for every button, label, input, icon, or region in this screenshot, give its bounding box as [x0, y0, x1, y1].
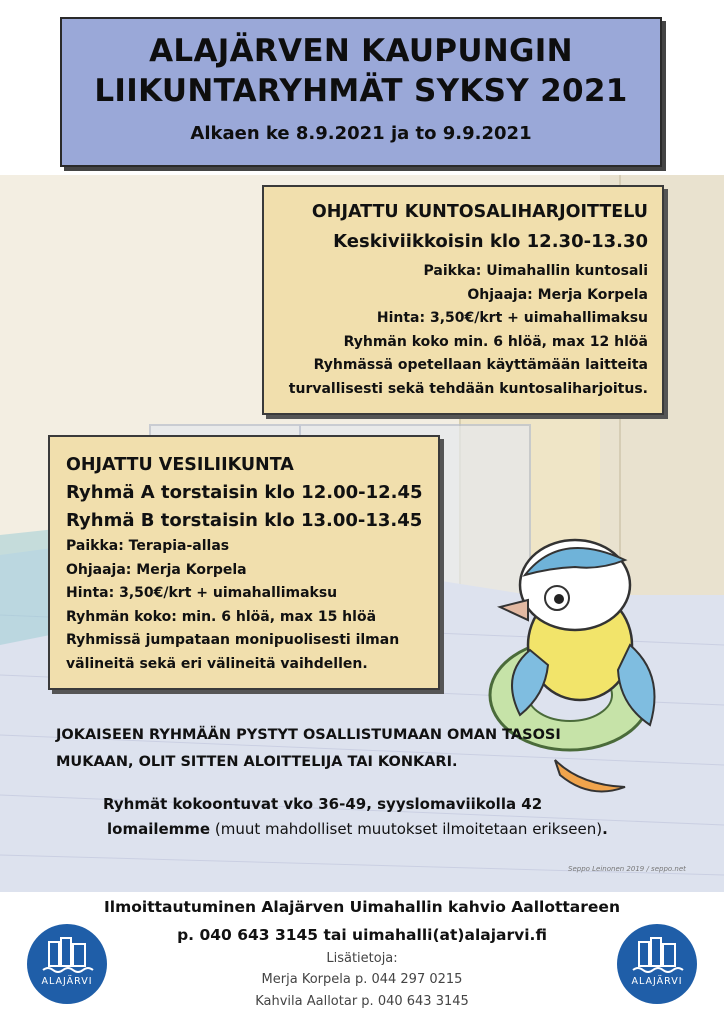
gym-description-1: Ryhmässä opetellaan käyttämään laitteita — [313, 357, 648, 373]
title-line-2: LIIKUNTARYHMÄT SYKSY 2021 — [94, 73, 628, 109]
water-group-a: Ryhmä A torstaisin klo 12.00-12.45 — [66, 482, 423, 503]
gym-description-2: turvallisesti sekä tehdään kuntosaliharjoitus. — [288, 380, 648, 397]
water-instructor: Ohjaaja: Merja Korpela — [66, 561, 247, 578]
alajarvi-logo-right — [617, 924, 697, 1004]
note-line-2: MUKAAN, OLIT SITTEN ALOITTELIJA TAI KONKARI. — [56, 754, 458, 770]
alajarvi-logo-left — [27, 924, 107, 1004]
weeks-line-2 — [103, 817, 703, 842]
start-dates: Alkaen ke 8.9.2021 ja to 9.9.2021 — [190, 123, 532, 144]
water-price: Hinta: 3,50€/krt + uimahallimaksu — [66, 585, 338, 601]
participation-note — [56, 722, 676, 776]
weeks-period: . — [602, 820, 608, 838]
water-group-size: Ryhmän koko: min. 6 hlöä, max 15 hlöä — [66, 608, 377, 625]
note-line-1: JOKAISEEN RYHMÄÄN PYSTYT OSALLISTUMAAN OMAN TASOSI — [56, 727, 561, 743]
weeks-holiday: lomailemme — [107, 820, 211, 838]
contact-merja: Merja Korpela p. 044 297 0215 — [261, 972, 463, 987]
city-crest-icon — [27, 924, 107, 1004]
gym-instructor: Ohjaaja: Merja Korpela — [467, 286, 648, 303]
water-group-b: Ryhmä B torstaisin klo 13.00-13.45 — [66, 510, 423, 531]
gym-price: Hinta: 3,50€/krt + uimahallimaksu — [376, 310, 648, 326]
meeting-weeks — [103, 792, 703, 842]
water-description-1: Ryhmissä jumpataan monipuolisesti ilman — [66, 632, 400, 648]
water-group-box — [48, 435, 440, 690]
city-crest-icon — [617, 924, 697, 1004]
page-title — [62, 31, 660, 111]
gym-group-box — [262, 185, 664, 415]
more-info-label: Lisätietoja: — [326, 951, 398, 966]
logo-text-right: ALAJÄRVI — [631, 976, 683, 987]
gym-place: Paikka: Uimahallin kuntosali — [423, 263, 648, 279]
gym-schedule: Keskiviikkoisin klo 12.30-13.30 — [333, 231, 648, 252]
water-heading: OHJATTU VESILIIKUNTA — [66, 455, 294, 475]
contact-info: p. 040 643 3145 tai uimahalli(at)alajarvi.fi — [177, 926, 547, 944]
gym-group-size: Ryhmän koko min. 6 hlöä, max 12 hlöä — [343, 333, 648, 350]
weeks-line-1: Ryhmät kokoontuvat vko 36-49, syyslomaviikolla 42 — [103, 795, 543, 813]
water-place: Paikka: Terapia-allas — [66, 538, 230, 554]
weeks-changes: (muut mahdolliset muutokset ilmoitetaan erikseen) — [210, 820, 603, 838]
title-banner — [60, 17, 662, 167]
contact-cafe: Kahvila Aallotar p. 040 643 3145 — [255, 994, 469, 1009]
gym-heading: OHJATTU KUNTOSALIHARJOITTELU — [311, 202, 648, 222]
water-description-2: välineitä sekä eri välineitä vaihdellen. — [66, 655, 368, 672]
illustrator-signature: Seppo Leinonen 2019 / seppo.net — [568, 865, 686, 873]
logo-text-left: ALAJÄRVI — [41, 976, 93, 987]
signup-info: Ilmoittautuminen Alajärven Uimahallin kahvio Aallottareen — [104, 898, 620, 916]
title-line-1: ALAJÄRVEN KAUPUNGIN — [149, 33, 573, 69]
